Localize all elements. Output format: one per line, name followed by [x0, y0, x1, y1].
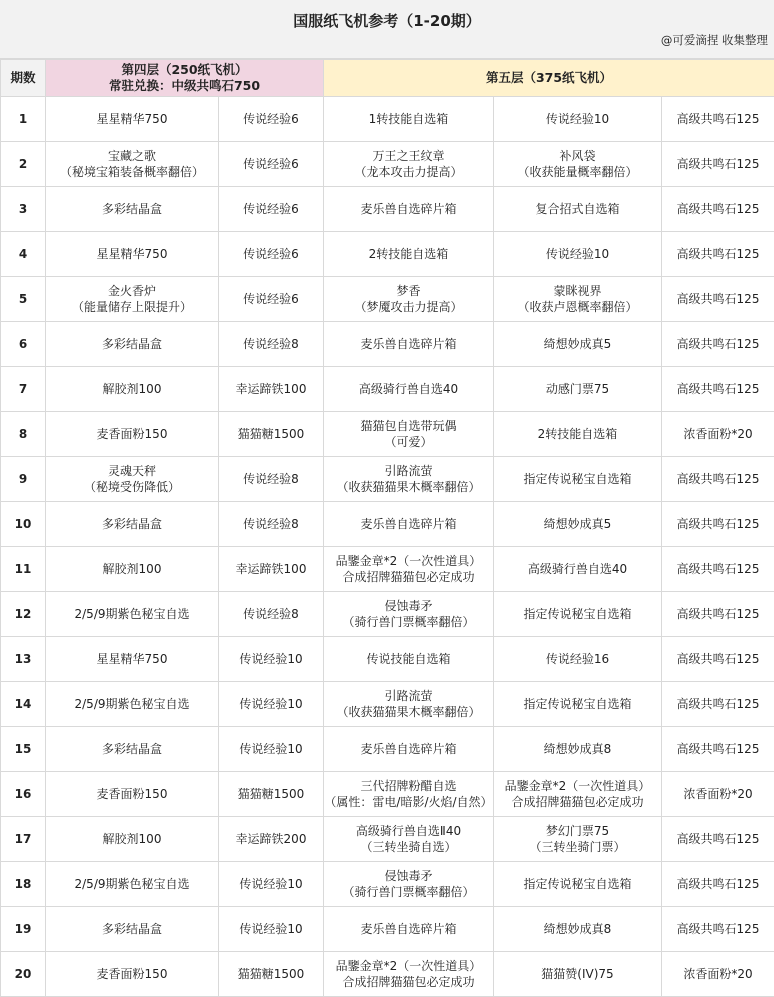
item-name: 高级共鸣石125 [662, 246, 774, 262]
item-name: 星星精华750 [46, 651, 218, 667]
item-name: 品鑒金章*2（一次性道具） [324, 553, 493, 569]
floor5-item-c-cell [662, 637, 774, 682]
period-cell: 13 [1, 637, 46, 682]
floor4-item-b-cell [219, 907, 324, 952]
floor4-item-a-cell [46, 322, 219, 367]
floor4-item-a-cell [46, 232, 219, 277]
floor5-item-b-cell [494, 277, 662, 322]
item-name: 复合招式自选箱 [494, 201, 661, 217]
item-note: 合成招牌猫猫包必定成功 [324, 569, 493, 585]
floor5-item-a-cell [324, 187, 494, 232]
item-name: 高级共鸣石125 [662, 336, 774, 352]
rewards-table [0, 59, 774, 997]
table-row [1, 412, 774, 457]
floor5-item-c-cell [662, 772, 774, 817]
item-name: 麦乐兽自选碎片箱 [324, 921, 493, 937]
floor5-item-a-cell [324, 232, 494, 277]
floor5-item-b-cell [494, 592, 662, 637]
period-cell: 16 [1, 772, 46, 817]
floor5-item-c-cell [662, 907, 774, 952]
title-bar [0, 0, 774, 59]
item-name: 梦幻门票75 [494, 823, 661, 839]
item-note: （属性：雷电/暗影/火焰/自然） [324, 794, 493, 810]
table-row [1, 232, 774, 277]
page-title: 国服纸飞机参考（1-20期） [0, 10, 774, 31]
floor4-item-a-cell [46, 277, 219, 322]
item-name: 星星精华750 [46, 111, 218, 127]
item-name: 传说经验10 [219, 696, 323, 712]
floor5-item-c-cell [662, 862, 774, 907]
item-name: 麦香面粉150 [46, 786, 218, 802]
item-name: 高级共鸣石125 [662, 381, 774, 397]
item-name: 高级共鸣石125 [662, 156, 774, 172]
table-row [1, 187, 774, 232]
floor5-item-b-cell [494, 502, 662, 547]
item-name: 补风袋 [494, 148, 661, 164]
item-name: 传说经验6 [219, 246, 323, 262]
item-name: 指定传说秘宝自选箱 [494, 606, 661, 622]
table-row [1, 862, 774, 907]
item-name: 蒙眯视界 [494, 283, 661, 299]
floor5-item-b-cell [494, 772, 662, 817]
floor5-item-b-cell [494, 412, 662, 457]
floor4-item-a-cell [46, 952, 219, 997]
item-name: 绮想妙成真5 [494, 336, 661, 352]
item-name: 麦乐兽自选碎片箱 [324, 201, 493, 217]
floor5-item-a-cell [324, 637, 494, 682]
floor5-item-a-cell [324, 727, 494, 772]
item-name: 万王之王纹章 [324, 148, 493, 164]
item-note: （三转坐骑门票） [494, 839, 661, 855]
period-cell: 4 [1, 232, 46, 277]
period-cell: 6 [1, 322, 46, 367]
period-cell: 17 [1, 817, 46, 862]
credit-text: @可爱滴捏 收集整理 [661, 32, 768, 48]
item-name: 宝藏之歌 [46, 148, 218, 164]
item-name: 高级共鸣石125 [662, 606, 774, 622]
floor5-item-b-cell [494, 97, 662, 142]
item-name: 麦乐兽自选碎片箱 [324, 336, 493, 352]
floor4-item-b-cell [219, 502, 324, 547]
table-row [1, 277, 774, 322]
floor5-item-c-cell [662, 547, 774, 592]
floor4-item-a-cell [46, 142, 219, 187]
floor4-item-b-cell [219, 232, 324, 277]
table-row [1, 502, 774, 547]
item-name: 灵魂天秤 [46, 463, 218, 479]
item-name: 传说经验10 [219, 741, 323, 757]
item-name: 多彩结晶盒 [46, 921, 218, 937]
item-name: 幸运蹄铁200 [219, 831, 323, 847]
item-name: 传说经验6 [219, 156, 323, 172]
item-note: 合成招牌猫猫包必定成功 [324, 974, 493, 990]
floor5-item-a-cell [324, 502, 494, 547]
item-name: 传说经验10 [219, 921, 323, 937]
item-name: 幸运蹄铁100 [219, 561, 323, 577]
item-name: 2/5/9期紫色秘宝自选 [46, 876, 218, 892]
floor5-item-a-cell [324, 547, 494, 592]
floor5-item-b-cell [494, 952, 662, 997]
item-name: 动感门票75 [494, 381, 661, 397]
period-cell: 20 [1, 952, 46, 997]
period-cell: 8 [1, 412, 46, 457]
floor5-item-b-cell [494, 187, 662, 232]
floor4-item-a-cell [46, 412, 219, 457]
floor4-item-b-cell [219, 97, 324, 142]
floor4-item-a-cell [46, 637, 219, 682]
floor5-item-c-cell [662, 232, 774, 277]
floor4-item-a-cell [46, 187, 219, 232]
floor5-item-c-cell [662, 322, 774, 367]
item-name: 传说经验10 [219, 876, 323, 892]
period-header: 期数 [1, 60, 46, 97]
period-cell: 3 [1, 187, 46, 232]
period-cell: 19 [1, 907, 46, 952]
floor5-item-a-cell [324, 907, 494, 952]
floor5-item-c-cell [662, 592, 774, 637]
floor4-item-a-cell [46, 682, 219, 727]
item-name: 传说经验10 [494, 111, 661, 127]
period-cell: 9 [1, 457, 46, 502]
item-name: 猫猫糖1500 [219, 426, 323, 442]
floor4-item-b-cell [219, 322, 324, 367]
item-name: 传说经验10 [494, 246, 661, 262]
item-name: 指定传说秘宝自选箱 [494, 876, 661, 892]
floor4-item-a-cell [46, 367, 219, 412]
floor5-item-c-cell [662, 502, 774, 547]
item-name: 浓香面粉*20 [662, 786, 774, 802]
header-row [1, 60, 774, 97]
floor5-item-c-cell [662, 142, 774, 187]
item-name: 高级共鸣石125 [662, 651, 774, 667]
floor5-item-a-cell [324, 97, 494, 142]
item-name: 麦香面粉150 [46, 966, 218, 982]
item-name: 高级共鸣石125 [662, 291, 774, 307]
floor5-item-a-cell [324, 772, 494, 817]
item-name: 侵蚀毒矛 [324, 598, 493, 614]
item-name: 高级骑行兽自选40 [324, 381, 493, 397]
floor5-item-a-cell [324, 277, 494, 322]
item-name: 传说经验8 [219, 471, 323, 487]
item-name: 高级共鸣石125 [662, 741, 774, 757]
item-name: 传说经验16 [494, 651, 661, 667]
floor4-item-b-cell [219, 817, 324, 862]
floor4-item-a-cell [46, 817, 219, 862]
item-name: 幸运蹄铁100 [219, 381, 323, 397]
item-name: 解胶剂100 [46, 381, 218, 397]
item-name: 高级共鸣石125 [662, 876, 774, 892]
floor4-item-b-cell [219, 592, 324, 637]
item-name: 高级骑行兽自选40 [494, 561, 661, 577]
period-cell: 2 [1, 142, 46, 187]
period-cell: 10 [1, 502, 46, 547]
floor4-header-subtitle: 常驻兑换：中级共鸣石750 [46, 78, 323, 94]
item-name: 高级共鸣石125 [662, 471, 774, 487]
floor4-item-b-cell [219, 457, 324, 502]
floor4-item-a-cell [46, 592, 219, 637]
item-name: 高级共鸣石125 [662, 516, 774, 532]
floor5-item-b-cell [494, 142, 662, 187]
item-name: 品鑒金章*2（一次性道具） [324, 958, 493, 974]
item-note: （骑行兽门票概率翻倍） [324, 884, 493, 900]
item-name: 多彩结晶盒 [46, 201, 218, 217]
item-name: 2转技能自选箱 [494, 426, 661, 442]
item-note: （梦魇攻击力提高） [324, 299, 493, 315]
item-name: 传说经验10 [219, 651, 323, 667]
floor5-item-a-cell [324, 322, 494, 367]
floor5-item-c-cell [662, 412, 774, 457]
item-note: （秘境宝箱装备概率翻倍） [46, 164, 218, 180]
floor5-item-c-cell [662, 187, 774, 232]
item-name: 梦香 [324, 283, 493, 299]
floor4-item-a-cell [46, 862, 219, 907]
floor4-item-a-cell [46, 502, 219, 547]
table-row [1, 592, 774, 637]
table-row [1, 907, 774, 952]
item-name: 绮想妙成真8 [494, 741, 661, 757]
item-note: （收获卢恩概率翻倍） [494, 299, 661, 315]
table-row [1, 952, 774, 997]
item-name: 麦香面粉150 [46, 426, 218, 442]
item-name: 传说经验8 [219, 336, 323, 352]
floor5-item-a-cell [324, 142, 494, 187]
item-name: 解胶剂100 [46, 831, 218, 847]
item-name: 2/5/9期紫色秘宝自选 [46, 606, 218, 622]
floor4-item-b-cell [219, 862, 324, 907]
item-name: 多彩结晶盒 [46, 516, 218, 532]
floor5-item-c-cell [662, 817, 774, 862]
item-name: 猫猫糖1500 [219, 966, 323, 982]
item-name: 引路流萤 [324, 688, 493, 704]
item-name: 金火香炉 [46, 283, 218, 299]
floor5-item-c-cell [662, 457, 774, 502]
floor5-item-b-cell [494, 232, 662, 277]
floor5-item-b-cell [494, 862, 662, 907]
floor5-item-c-cell [662, 952, 774, 997]
item-name: 2/5/9期紫色秘宝自选 [46, 696, 218, 712]
floor5-item-b-cell [494, 682, 662, 727]
floor5-item-b-cell [494, 547, 662, 592]
floor4-item-a-cell [46, 907, 219, 952]
floor5-item-b-cell [494, 367, 662, 412]
item-note: （收获猫猫果木概率翻倍） [324, 704, 493, 720]
table-row [1, 97, 774, 142]
floor4-item-a-cell [46, 772, 219, 817]
item-name: 高级共鸣石125 [662, 111, 774, 127]
item-name: 浓香面粉*20 [662, 426, 774, 442]
floor4-header [46, 60, 324, 97]
period-cell: 14 [1, 682, 46, 727]
item-name: 传说经验8 [219, 516, 323, 532]
item-name: 三代招牌粉醋自选 [324, 778, 493, 794]
floor5-item-a-cell [324, 817, 494, 862]
period-cell: 12 [1, 592, 46, 637]
floor5-item-b-cell [494, 457, 662, 502]
item-note: （能量储存上限提升） [46, 299, 218, 315]
floor4-item-b-cell [219, 637, 324, 682]
item-name: 星星精华750 [46, 246, 218, 262]
item-note: （骑行兽门票概率翻倍） [324, 614, 493, 630]
item-note: 合成招牌猫猫包必定成功 [494, 794, 661, 810]
floor5-item-b-cell [494, 322, 662, 367]
floor4-item-a-cell [46, 457, 219, 502]
item-name: 多彩结晶盒 [46, 336, 218, 352]
period-cell: 5 [1, 277, 46, 322]
item-name: 传说经验6 [219, 201, 323, 217]
item-name: 绮想妙成真5 [494, 516, 661, 532]
item-name: 品鑒金章*2（一次性道具） [494, 778, 661, 794]
floor5-item-a-cell [324, 367, 494, 412]
period-cell: 18 [1, 862, 46, 907]
floor4-item-a-cell [46, 97, 219, 142]
floor4-header-title: 第四层（250纸飞机） [46, 62, 323, 78]
floor4-item-b-cell [219, 952, 324, 997]
item-name: 引路流萤 [324, 463, 493, 479]
table-body [1, 97, 774, 997]
item-name: 传说技能自选箱 [324, 651, 493, 667]
item-name: 多彩结晶盒 [46, 741, 218, 757]
item-name: 麦乐兽自选碎片箱 [324, 741, 493, 757]
floor5-item-b-cell [494, 637, 662, 682]
floor5-item-c-cell [662, 367, 774, 412]
item-note: （龙本攻击力提高） [324, 164, 493, 180]
item-name: 浓香面粉*20 [662, 966, 774, 982]
floor4-item-b-cell [219, 142, 324, 187]
item-name: 高级共鸣石125 [662, 201, 774, 217]
table-row [1, 142, 774, 187]
period-cell: 15 [1, 727, 46, 772]
floor5-item-c-cell [662, 727, 774, 772]
floor4-item-b-cell [219, 367, 324, 412]
item-name: 侵蚀毒矛 [324, 868, 493, 884]
floor5-item-c-cell [662, 682, 774, 727]
floor4-item-b-cell [219, 727, 324, 772]
table-row [1, 637, 774, 682]
item-name: 2转技能自选箱 [324, 246, 493, 262]
floor4-item-b-cell [219, 187, 324, 232]
table-row [1, 457, 774, 502]
floor5-item-a-cell [324, 457, 494, 502]
period-cell: 11 [1, 547, 46, 592]
floor5-header: 第五层（375纸飞机） [324, 60, 774, 97]
floor5-item-a-cell [324, 682, 494, 727]
item-name: 绮想妙成真8 [494, 921, 661, 937]
item-note: （三转坐骑自选） [324, 839, 493, 855]
table-row [1, 547, 774, 592]
table-row [1, 817, 774, 862]
item-name: 高级骑行兽自选Ⅱ40 [324, 823, 493, 839]
floor5-item-a-cell [324, 412, 494, 457]
floor5-item-c-cell [662, 97, 774, 142]
item-name: 猫猫包自选带玩偶 [324, 418, 493, 434]
item-name: 传说经验6 [219, 111, 323, 127]
floor5-item-b-cell [494, 727, 662, 772]
floor4-item-b-cell [219, 277, 324, 322]
item-name: 指定传说秘宝自选箱 [494, 696, 661, 712]
floor5-item-a-cell [324, 592, 494, 637]
item-name: 解胶剂100 [46, 561, 218, 577]
floor5-item-b-cell [494, 907, 662, 952]
item-note: （收获能量概率翻倍） [494, 164, 661, 180]
floor5-item-a-cell [324, 952, 494, 997]
floor4-item-b-cell [219, 412, 324, 457]
floor5-item-c-cell [662, 277, 774, 322]
table-row [1, 322, 774, 367]
table-row [1, 772, 774, 817]
period-cell: 1 [1, 97, 46, 142]
floor4-item-a-cell [46, 547, 219, 592]
item-name: 高级共鸣石125 [662, 921, 774, 937]
floor5-item-a-cell [324, 862, 494, 907]
item-name: 指定传说秘宝自选箱 [494, 471, 661, 487]
item-name: 高级共鸣石125 [662, 831, 774, 847]
table-row [1, 682, 774, 727]
item-name: 猫猫糖1500 [219, 786, 323, 802]
floor4-item-b-cell [219, 682, 324, 727]
item-name: 传说经验8 [219, 606, 323, 622]
item-name: 传说经验6 [219, 291, 323, 307]
floor4-item-b-cell [219, 772, 324, 817]
floor5-item-b-cell [494, 817, 662, 862]
floor4-item-a-cell [46, 727, 219, 772]
item-name: 麦乐兽自选碎片箱 [324, 516, 493, 532]
period-cell: 7 [1, 367, 46, 412]
item-name: 1转技能自选箱 [324, 111, 493, 127]
item-name: 猫猫赞(IV)75 [494, 966, 661, 982]
floor4-item-b-cell [219, 547, 324, 592]
table-row [1, 727, 774, 772]
item-name: 高级共鸣石125 [662, 696, 774, 712]
item-note: （可爱） [324, 434, 493, 450]
item-note: （收获猫猫果木概率翻倍） [324, 479, 493, 495]
item-name: 高级共鸣石125 [662, 561, 774, 577]
item-note: （秘境受伤降低） [46, 479, 218, 495]
table-row [1, 367, 774, 412]
